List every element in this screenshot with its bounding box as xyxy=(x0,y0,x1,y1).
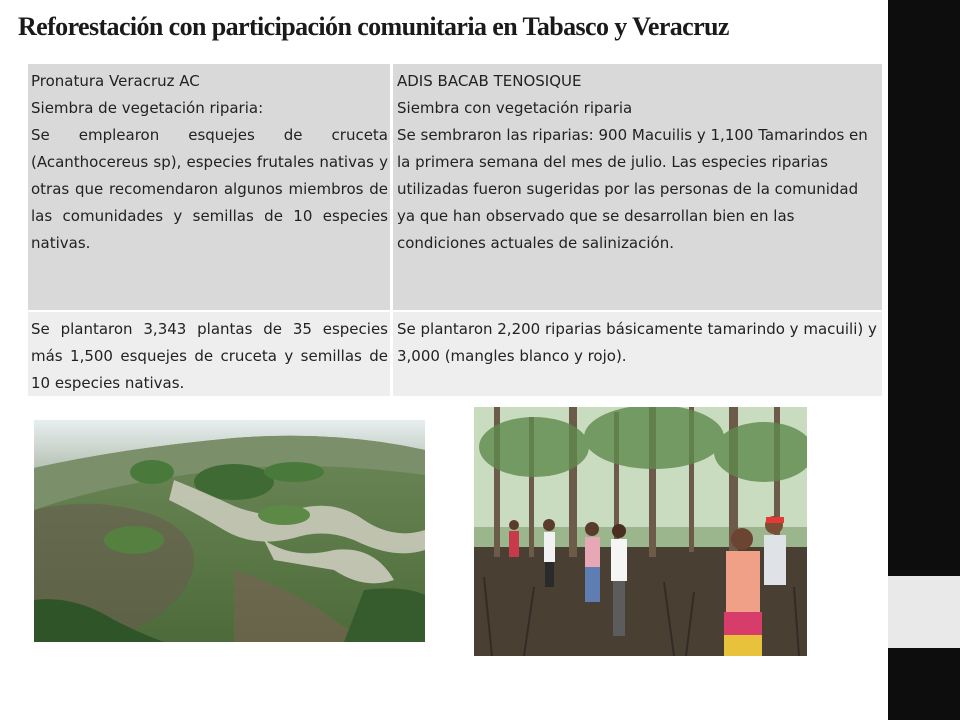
side-strip-dark-bottom xyxy=(888,648,960,720)
comparison-table xyxy=(28,64,882,396)
table-cell-adis xyxy=(390,64,882,310)
table-cell-result-adis: Se plantaron 2,200 riparias básicamente tamarindo y macuili) y 3,000 (mangles blanco y rojo). xyxy=(390,312,882,396)
side-strip-dark-top xyxy=(888,0,960,576)
cell-body: Se sembraron las riparias: 900 Macuilis y 1,100 Tamarindos en la primera semana del mes de julio. Las especies riparias utilizadas fueron sugeridas por las personas de la comunidad ya que han observado que se desarrollan bien en las condiciones actuales de salinización. xyxy=(397,126,868,252)
community-planting-photo xyxy=(474,407,807,656)
cell-subtitle: Siembra con vegetación riparia xyxy=(397,99,633,117)
side-strip-light xyxy=(888,576,960,648)
table-cell-pronatura xyxy=(28,64,390,310)
cell-subtitle: Siembra de vegetación riparia: xyxy=(31,99,264,117)
org-name-adis: ADIS BACAB TENOSIQUE xyxy=(397,72,582,90)
slide-title: Reforestación con participación comunitaria en Tabasco y Veracruz xyxy=(18,12,729,41)
table-cell-result-pronatura: Se plantaron 3,343 plantas de 35 especies más 1,500 esquejes de cruceta y semillas de 10 especies nativas. xyxy=(28,312,390,396)
cell-body: Se emplearon esquejes de cruceta (Acanthocereus sp), especies frutales nativas y otras que recomendaron algunos miembros de las comunidades y semillas de 10 especies nativas. xyxy=(31,126,388,252)
aerial-wetland-photo xyxy=(34,420,425,642)
org-name-pronatura: Pronatura Veracruz AC xyxy=(31,72,200,90)
